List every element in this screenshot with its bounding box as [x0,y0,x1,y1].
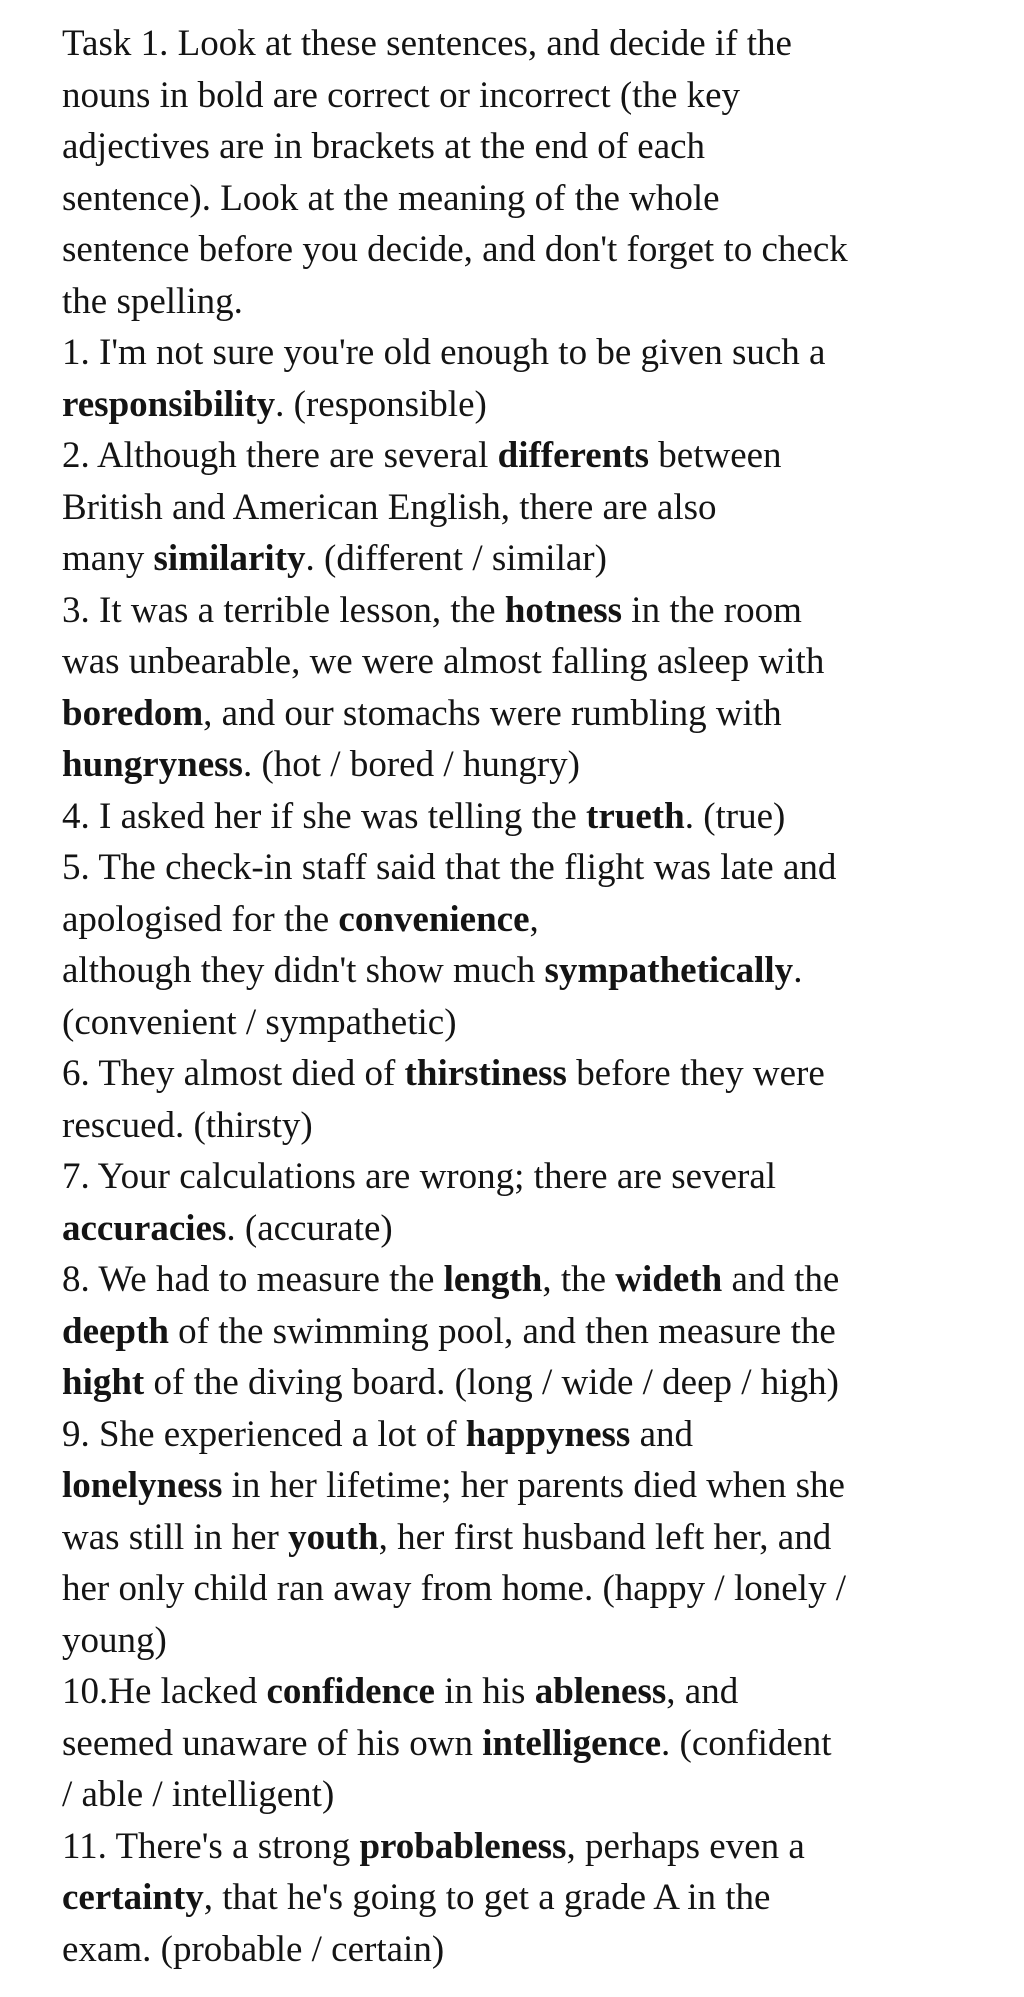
text-line [62,121,1004,173]
text-line [62,945,1004,997]
text-line [62,1718,1004,1770]
text-segment: . (different / similar) [305,538,607,579]
bold-noun: differents [497,435,650,476]
text-line [62,739,1004,791]
bold-noun: thirstiness [404,1053,567,1094]
text-line [62,585,1004,637]
bold-noun: sympathetically [544,950,794,991]
text-segment: although they didn't show much [62,950,545,991]
text-segment: sentence). Look at the meaning of the whole [62,177,720,219]
text-line [62,636,1004,688]
text-segment: before they were [566,1053,825,1094]
text-segment: young) [62,1619,167,1661]
text-line [62,1048,1004,1100]
text-segment: of the diving board. (long / wide / deep / high) [144,1362,839,1403]
text-segment: in his [434,1671,535,1712]
text-segment: rescued. (thirsty) [62,1104,313,1146]
text-line [62,1151,1004,1203]
bold-noun: probableness [359,1825,567,1867]
bold-noun: wideth [615,1259,723,1300]
text-line [62,224,1004,276]
text-segment: many [62,538,154,579]
text-segment: between [649,435,782,476]
text-line [62,1512,1004,1564]
text-segment: her only child ran away from home. (happy / lonely / [62,1568,846,1609]
bold-noun: happyness [465,1413,631,1455]
text-segment: and [630,1413,693,1455]
text-line [62,18,1004,70]
text-segment: , perhaps even a [566,1825,805,1867]
bold-noun: hight [62,1362,145,1403]
text-segment: British and American English, there are also [62,486,717,528]
text-line [62,894,1004,946]
text-segment: exam. (probable / certain) [62,1928,445,1970]
bold-noun: length [443,1259,543,1300]
text-line [62,327,1004,379]
text-line [62,1563,1004,1615]
text-segment: nouns in bold are correct or incorrect (the key [62,74,741,116]
text-segment: . (confident [661,1722,832,1764]
bold-noun: responsibility [62,383,276,425]
bold-noun: intelligence [482,1722,662,1764]
text-segment: , and [666,1671,739,1712]
text-segment: was still in her [62,1516,289,1558]
text-line [62,533,1004,585]
text-line [62,1666,1004,1718]
text-line [62,1203,1004,1255]
text-segment: . [793,950,803,991]
text-segment: 5. The check-in staff said that the flight was late and [62,847,837,888]
text-line [62,1821,1004,1873]
text-segment: , that he's going to get a grade A in the [203,1877,771,1918]
text-segment: adjectives are in brackets at the end of each [62,126,706,167]
text-line [62,379,1004,431]
text-segment: , [529,898,539,940]
text-line [62,1409,1004,1461]
text-segment: (convenient / sympathetic) [62,1001,457,1043]
text-segment: sentence before you decide, and don't forget to check [62,229,848,270]
bold-noun: ableness [534,1671,667,1712]
text-line [62,173,1004,225]
text-segment: 10.He lacked [62,1671,267,1712]
text-segment: , and our stomachs were rumbling with [203,692,782,734]
text-segment: 7. Your calculations are wrong; there are several [62,1156,777,1197]
bold-noun: convenience [338,898,530,940]
text-segment: . (accurate) [226,1207,393,1249]
bold-noun: boredom [62,692,204,734]
text-segment: 9. She experienced a lot of [62,1413,466,1455]
text-segment: in her lifetime; her parents died when she [222,1465,845,1506]
text-line [62,1615,1004,1667]
text-segment: . (hot / bored / hungry) [242,744,580,785]
text-segment: 11. There's a strong [62,1825,360,1867]
bold-noun: deepth [62,1310,169,1352]
text-segment: . (responsible) [275,383,487,425]
bold-noun: hungryness [62,744,243,785]
text-segment: 2. Although there are several [62,435,498,476]
text-line [62,70,1004,122]
text-line [62,688,1004,740]
text-segment: Task 1. Look at these sentences, and decide if the [62,23,792,64]
text-line [62,1357,1004,1409]
text-segment: in the room [622,589,802,631]
text-segment: apologised for the [62,898,339,940]
text-line [62,430,1004,482]
text-segment: . (true) [684,795,786,837]
text-segment: 1. I'm not sure you're old enough to be given such a [62,332,826,373]
text-segment: of the swimming pool, and then measure the [168,1310,836,1352]
text-segment: , the [542,1259,616,1300]
text-line [62,1254,1004,1306]
text-segment: seemed unaware of his own [62,1722,483,1764]
text-line [62,276,1004,328]
text-line [62,1306,1004,1358]
text-segment: 8. We had to measure the [62,1259,444,1300]
text-segment: 3. It was a terrible lesson, the [62,589,505,631]
text-line [62,1769,1004,1821]
text-line [62,1460,1004,1512]
bold-noun: lonelyness [62,1465,223,1506]
bold-noun: hotness [504,589,623,631]
text-segment: was unbearable, we were almost falling asleep with [62,641,825,682]
bold-noun: certainty [62,1877,204,1918]
text-segment: and the [722,1259,840,1300]
text-line [62,482,1004,534]
text-line [62,842,1004,894]
text-line [62,1100,1004,1152]
text-line [62,791,1004,843]
text-line [62,997,1004,1049]
bold-noun: similarity [153,538,306,579]
text-segment: 4. I asked her if she was telling the [62,795,587,837]
text-segment: 6. They almost died of [62,1053,405,1094]
text-line [62,1872,1004,1924]
bold-noun: trueth [586,795,685,837]
text-segment: / able / intelligent) [62,1774,335,1815]
bold-noun: accuracies [62,1207,227,1249]
bold-noun: youth [288,1516,379,1558]
text-segment: , her first husband left her, and [378,1516,832,1558]
text-segment: the spelling. [62,280,243,322]
text-line [62,1924,1004,1976]
bold-noun: confidence [266,1671,435,1712]
